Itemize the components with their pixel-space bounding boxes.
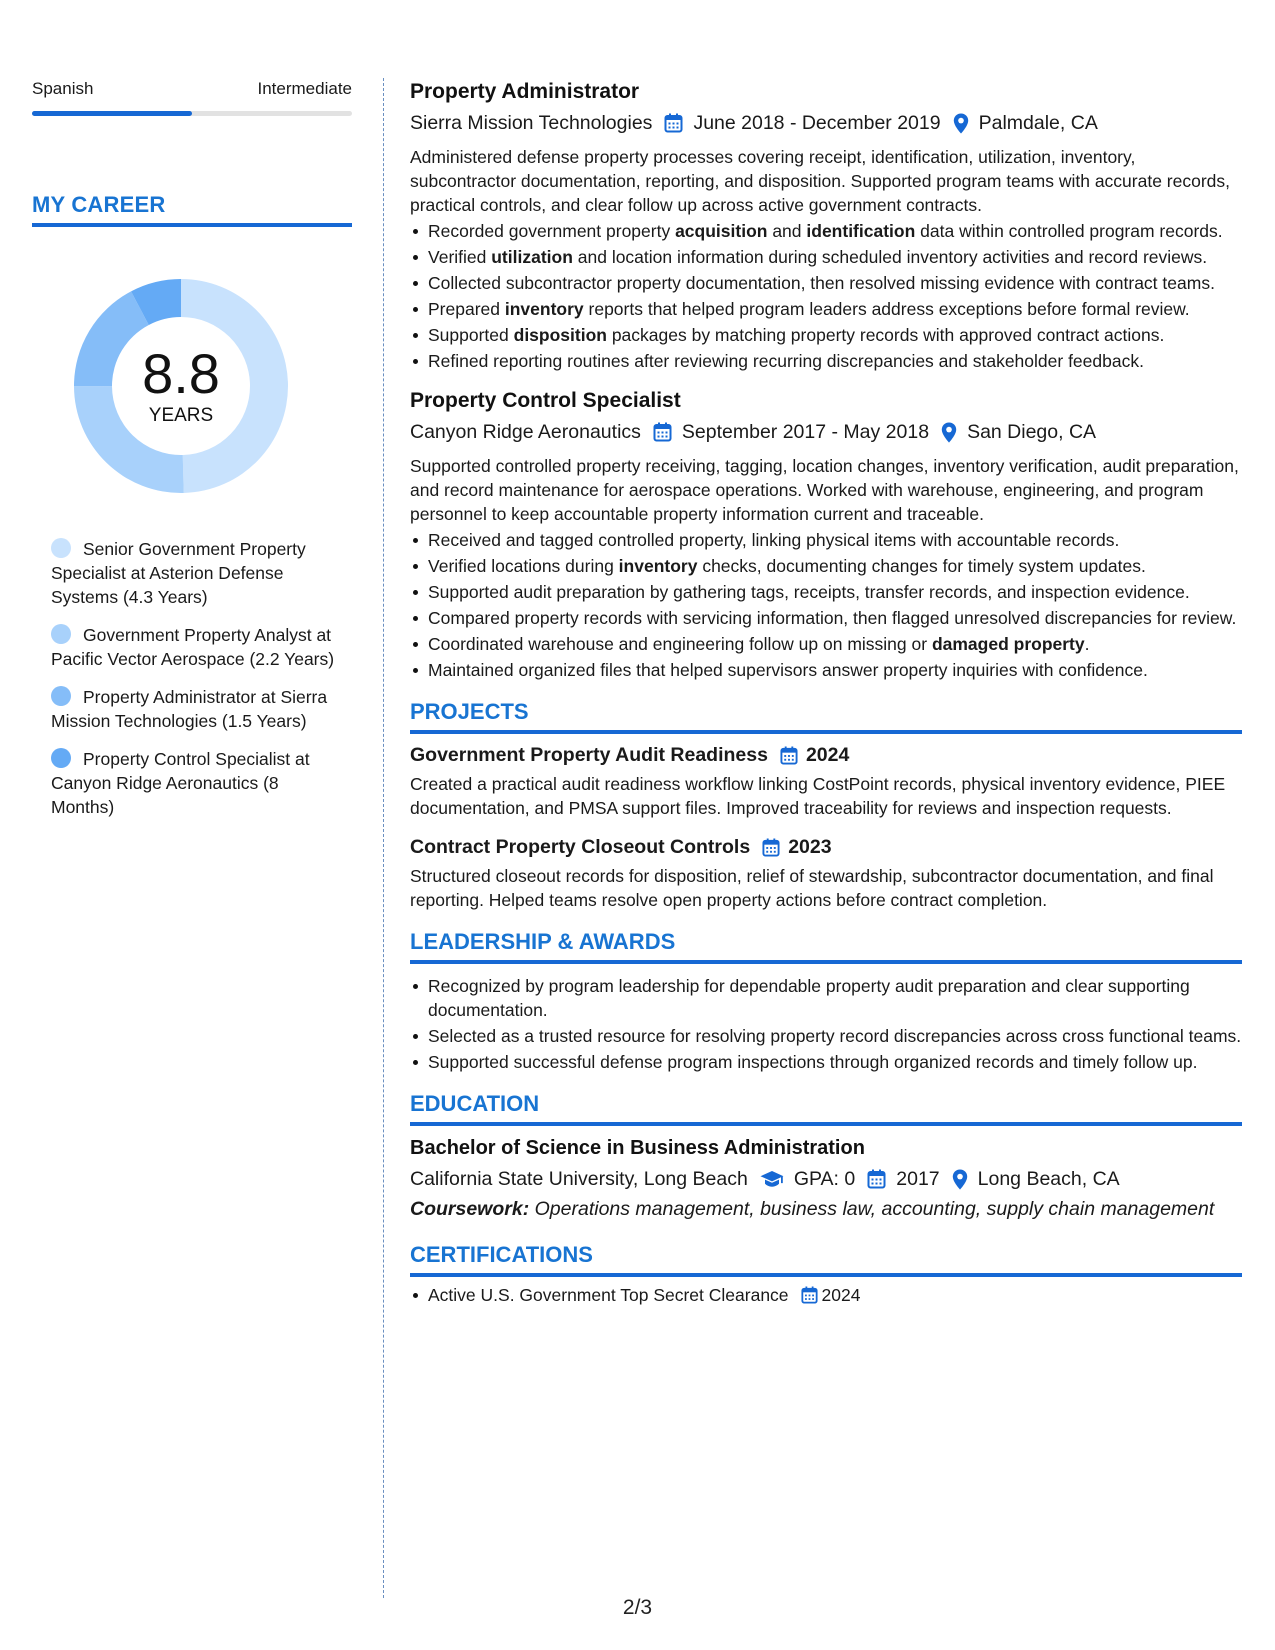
project-entry — [410, 742, 1242, 820]
certifications-section — [410, 1241, 1242, 1307]
career-heading-rule — [32, 223, 352, 227]
section-rule — [410, 730, 1242, 734]
donut-center — [66, 271, 296, 501]
leadership-section — [410, 928, 1242, 1074]
map-pin-icon — [952, 1169, 968, 1190]
certification-row — [428, 1283, 1242, 1307]
project-description: Created a practical audit readiness workflow linking CostPoint records, physical inventory evidence, PIEE documentation, and PMSA support files. Improved traceability for reviews and inspection requests. — [410, 774, 1226, 818]
job-bullet: Verified utilization and location information during scheduled inventory activities and record reviews. — [410, 245, 1242, 269]
section-rule — [410, 1122, 1242, 1126]
school-name: California State University, Long Beach — [410, 1168, 748, 1190]
leadership-item: Recognized by program leadership for dependable property audit preparation and clear supporting documentation. — [410, 974, 1242, 1022]
project-year: 2024 — [805, 744, 850, 766]
job-title: Property Control Specialist — [410, 389, 681, 412]
education-section — [410, 1090, 1242, 1223]
project-title-row — [410, 834, 1242, 860]
sidebar — [32, 78, 352, 833]
job-location: Palmdale, CA — [978, 112, 1098, 134]
page-number: 2/3 — [622, 1596, 653, 1619]
section-heading: EDUCATION — [410, 1091, 540, 1116]
education-meta — [410, 1165, 1242, 1193]
job-bullet: Maintained organized files that helped supervisors answer property inquiries with confidence. — [410, 658, 1242, 682]
career-legend-label: Property Control Specialist at Canyon Ridge Aeronautics (8 Months) — [51, 749, 310, 817]
career-legend — [51, 537, 336, 819]
company-name: Sierra Mission Technologies — [410, 112, 653, 134]
job-meta — [410, 109, 1242, 137]
career-heading: MY CAREER — [32, 192, 166, 217]
map-pin-icon — [953, 113, 969, 134]
coursework-text: Operations management, business law, accounting, supply chain management — [534, 1198, 1215, 1220]
job-dates: September 2017 - May 2018 — [681, 421, 930, 443]
certifications-list — [410, 1283, 1242, 1307]
main-content — [410, 78, 1242, 1309]
career-legend-item — [51, 747, 336, 819]
calendar-icon — [801, 1286, 818, 1304]
job-bullet: Coordinated warehouse and engineering follow up on missing or damaged property. — [410, 632, 1242, 656]
section-heading: PROJECTS — [410, 699, 529, 724]
project-title: Government Property Audit Readiness — [410, 744, 768, 766]
school-location: Long Beach, CA — [977, 1168, 1120, 1190]
project-entry — [410, 834, 1242, 912]
career-legend-label: Property Administrator at Sierra Mission Technologies (1.5 Years) — [51, 687, 328, 731]
job-bullet: Collected subcontractor property documentation, then resolved missing evidence with contract teams. — [410, 271, 1242, 295]
legend-dot — [51, 538, 71, 558]
calendar-icon — [664, 113, 683, 133]
project-description: Structured closeout records for disposition, relief of stewardship, subcontractor documentation, and final reporting. Helped teams resolve open property actions before contract completion. — [410, 866, 1214, 910]
career-total-unit: YEARS — [148, 405, 214, 426]
job-meta — [410, 418, 1242, 446]
legend-dot — [51, 748, 71, 768]
job-title: Property Administrator — [410, 80, 640, 103]
job-bullet: Compared property records with servicing information, then flagged unresolved discrepancies for review. — [410, 606, 1242, 630]
career-legend-item — [51, 623, 336, 671]
job-bullet: Prepared inventory reports that helped program leaders address exceptions before formal review. — [410, 297, 1242, 321]
graduation-year: 2017 — [896, 1168, 940, 1190]
project-year: 2023 — [788, 836, 832, 858]
projects-section — [410, 698, 1242, 912]
job-bullet: Refined reporting routines after reviewing recurring discrepancies and stakeholder feedback. — [410, 349, 1242, 373]
language-name: Spanish — [32, 79, 94, 98]
leadership-item: Selected as a trusted resource for resolving property record discrepancies across cross functional teams. — [410, 1024, 1242, 1048]
experience-entry — [410, 78, 1242, 373]
career-donut-chart — [66, 271, 296, 501]
job-bullets — [410, 219, 1242, 373]
graduation-cap-icon — [760, 1170, 784, 1188]
job-bullets — [410, 528, 1242, 682]
language-proficiency-bar — [32, 111, 352, 116]
calendar-icon — [762, 838, 780, 857]
job-bullet: Supported disposition packages by matching property records with approved contract actions. — [410, 323, 1242, 347]
job-description: Administered defense property processes covering receipt, identification, utilization, inventory, subcontractor documentation, reporting, and disposition. Supported program teams with accurate records, practical controls, and clear follow up across active government contracts. — [410, 147, 1231, 215]
section-rule — [410, 960, 1242, 964]
calendar-icon — [780, 746, 798, 765]
career-legend-label: Government Property Analyst at Pacific Vector Aerospace (2.2 Years) — [51, 625, 335, 669]
language-proficiency-fill — [32, 111, 192, 116]
leadership-item: Supported successful defense program inspections through organized records and timely follow up. — [410, 1050, 1242, 1074]
gpa: GPA: 0 — [793, 1168, 856, 1190]
career-legend-item — [51, 685, 336, 733]
job-dates: June 2018 - December 2019 — [693, 112, 941, 134]
job-bullet: Verified locations during inventory checks, documenting changes for timely system updates. — [410, 554, 1242, 578]
certification-name: Active U.S. Government Top Secret Clearance — [428, 1285, 789, 1305]
map-pin-icon — [941, 422, 957, 443]
certification-item — [410, 1283, 1242, 1307]
calendar-icon — [653, 422, 672, 442]
section-heading: LEADERSHIP & AWARDS — [410, 929, 676, 954]
coursework — [410, 1195, 1242, 1223]
job-bullet: Received and tagged controlled property, linking physical items with accountable records. — [410, 528, 1242, 552]
section-heading: CERTIFICATIONS — [410, 1242, 593, 1267]
language-row — [32, 78, 352, 100]
legend-dot — [51, 686, 71, 706]
language-level: Intermediate — [257, 79, 352, 98]
career-total-value: 8.8 — [142, 342, 220, 405]
coursework-label: Coursework: — [410, 1198, 530, 1220]
experience-entry — [410, 387, 1242, 682]
certification-year: 2024 — [821, 1285, 861, 1305]
job-location: San Diego, CA — [967, 421, 1097, 443]
project-title-row — [410, 742, 1242, 768]
career-legend-label: Senior Government Property Specialist at Asterion Defense Systems (4.3 Years) — [51, 539, 306, 607]
career-legend-item — [51, 537, 336, 609]
column-divider — [383, 78, 384, 1598]
calendar-icon — [867, 1169, 886, 1189]
leadership-list — [410, 974, 1242, 1074]
section-rule — [410, 1273, 1242, 1277]
project-title: Contract Property Closeout Controls — [410, 836, 751, 858]
job-bullet: Supported audit preparation by gathering tags, receipts, transfer records, and inspection evidence. — [410, 580, 1242, 604]
company-name: Canyon Ridge Aeronautics — [410, 421, 641, 443]
degree-title: Bachelor of Science in Business Administration — [410, 1137, 865, 1159]
job-bullet: Recorded government property acquisition and identification data within controlled program records. — [410, 219, 1242, 243]
job-description: Supported controlled property receiving, tagging, location changes, inventory verification, audit preparation, and record maintenance for aerospace operations. Worked with warehouse, engineering, and program personnel to keep accountable property information current and traceable. — [410, 456, 1239, 524]
legend-dot — [51, 624, 71, 644]
